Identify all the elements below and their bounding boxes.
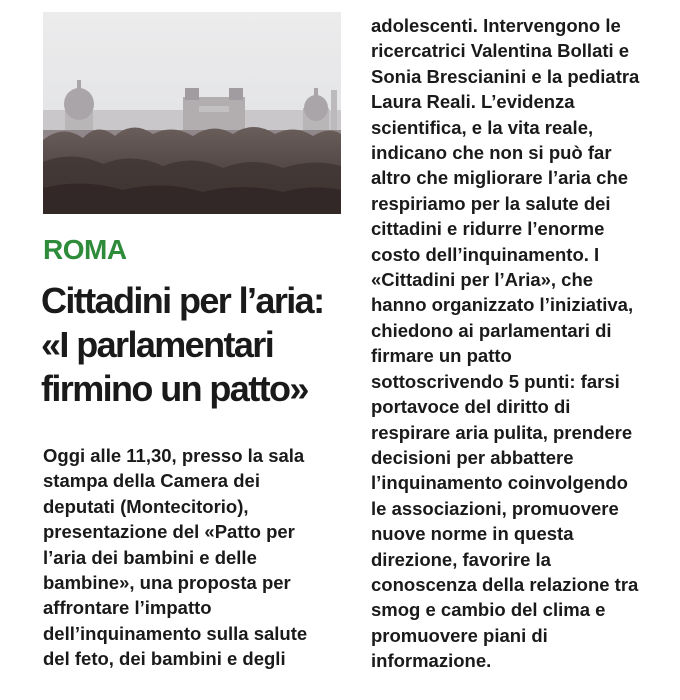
body-line: Sonia Brescianini e la pediatra xyxy=(371,65,640,87)
body-line: hanno organizzato l’iniziativa, xyxy=(371,294,634,316)
body-column-right xyxy=(371,13,639,674)
body-line: smog e cambio del clima e xyxy=(371,599,606,621)
body-line: cittadini e ridurre l’enorme xyxy=(371,218,605,240)
body-line: bambine», una proposta per xyxy=(43,572,291,594)
body-line: sottoscrivendo 5 punti: farsi xyxy=(371,370,620,392)
body-line: l’inquinamento coinvolgendo xyxy=(371,472,628,494)
body-line: informazione. xyxy=(371,650,492,672)
body-line: del feto, dei bambini e degli xyxy=(43,648,286,670)
body-line: respiriamo per la salute dei xyxy=(371,192,611,214)
headline-line: «I parlamentari xyxy=(41,324,274,365)
body-line: conoscenza della relazione tra xyxy=(371,573,639,595)
body-line: firmare un patto xyxy=(371,345,512,367)
headline xyxy=(41,279,361,411)
body-column-left xyxy=(43,443,307,672)
headline-line: firmino un patto» xyxy=(41,368,308,409)
headline-line: Cittadini per l’aria: xyxy=(41,280,324,321)
body-line: l’aria dei bambini e delle xyxy=(43,546,257,568)
body-line: «Cittadini per l’Aria», che xyxy=(371,269,594,291)
section-label: ROMA xyxy=(43,234,127,265)
body-line: costo dell’inquinamento. I xyxy=(371,243,600,265)
body-line: ricercatrici Valentina Bollati e xyxy=(371,40,630,62)
body-line: stampa della Camera dei xyxy=(43,470,260,492)
body-line: nuove norme in questa xyxy=(371,523,574,545)
rome-skyline-photo xyxy=(43,12,341,214)
body-line: deputati (Montecitorio), xyxy=(43,495,249,517)
rome-skyline-image xyxy=(43,12,341,214)
body-line: portavoce del diritto di xyxy=(371,396,571,418)
body-line: decisioni per abbattere xyxy=(371,446,574,468)
body-line: le associazioni, promuovere xyxy=(371,497,619,519)
body-line: dell’inquinamento sulla salute xyxy=(43,622,308,644)
body-line: Oggi alle 11,30, presso la sala xyxy=(43,445,305,466)
body-line: promuovere piani di xyxy=(371,624,548,646)
body-line: affrontare l’impatto xyxy=(43,597,212,619)
body-line: adolescenti. Intervengono le xyxy=(371,15,621,36)
body-line: chiedono ai parlamentari di xyxy=(371,319,612,341)
body-line: altro che migliorare l’aria che xyxy=(371,167,629,189)
body-line: direzione, favorire la xyxy=(371,548,551,570)
body-line: indicano che non si può far xyxy=(371,142,612,164)
body-line: Laura Reali. L’evidenza xyxy=(371,91,575,113)
body-line: respirare aria pulita, prendere xyxy=(371,421,633,443)
body-line: scientifica, e la vita reale, xyxy=(371,116,594,138)
body-line: presentazione del «Patto per xyxy=(43,521,295,543)
